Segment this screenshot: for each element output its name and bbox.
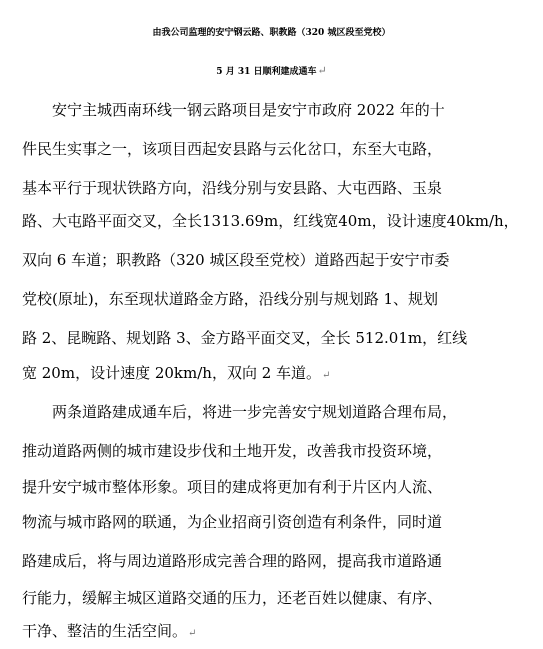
title-line-1: 由我公司监理的安宁钢云路、职教路（320 城区段至党校） <box>152 28 391 38</box>
paragraph-1-line: 基本平行于现状铁路方向，沿线分别与安县路、大屯西路、玉泉 <box>22 179 443 197</box>
paragraph-mark-icon: ↵ <box>317 64 327 77</box>
paragraph-2-line: 行能力，缓解主城区道路交通的压力，还老百姓以健康、有序、 <box>22 589 443 607</box>
paragraph-2-line: 物流与城市路网的联通，为企业招商引资创造有利条件，同时道 <box>22 513 443 531</box>
paragraph-2-line: 提升安宁城市整体形象。项目的建成将更加有利于片区内人流、 <box>22 478 443 496</box>
paragraph-1-line-last: 宽 20m，设计速度 20km/h，双向 2 车道。↵ <box>22 364 331 382</box>
paragraph-1-line: 党校(原址)，东至现状道路金方路，沿线分别与规划路 1、规划 <box>22 290 439 308</box>
paragraph-2-line: 两条道路建成通车后，将进一步完善安宁规划道路合理布局， <box>22 403 458 421</box>
paragraph-2-line: 路建成后，将与周边道路形成完善合理的路网，提高我市道路通 <box>22 552 443 570</box>
paragraph-2-line-last: 干净、整洁的生活空间。↵ <box>22 622 197 640</box>
paragraph-mark-icon: ↵ <box>322 370 331 381</box>
paragraph-1-line: 路 2、昆畹路、规划路 3、金方路平面交叉，全长 512.01m，红线 <box>22 329 468 347</box>
paragraph-2-line: 推动道路两侧的城市建设步伐和土地开发，改善我市投资环境， <box>22 442 443 460</box>
paragraph-1-line: 双向 6 车道；职教路（320 城区段至党校）道路西起于安宁市委 <box>22 251 450 269</box>
paragraph-1-line: 件民生实事之一，该项目西起安县路与云化岔口，东至大屯路， <box>22 140 443 158</box>
paragraph-1-line: 路、大屯路平面交叉，全长1313.69m，红线宽40m，设计速度40km/h， <box>22 212 519 230</box>
paragraph-1-line: 安宁主城西南环线一钢云路项目是安宁市政府 2022 年的十 <box>22 101 445 119</box>
paragraph-mark-icon: ↵ <box>188 628 197 639</box>
title-line-2: 5 月 31 日顺利建成通车↵ <box>216 64 327 77</box>
